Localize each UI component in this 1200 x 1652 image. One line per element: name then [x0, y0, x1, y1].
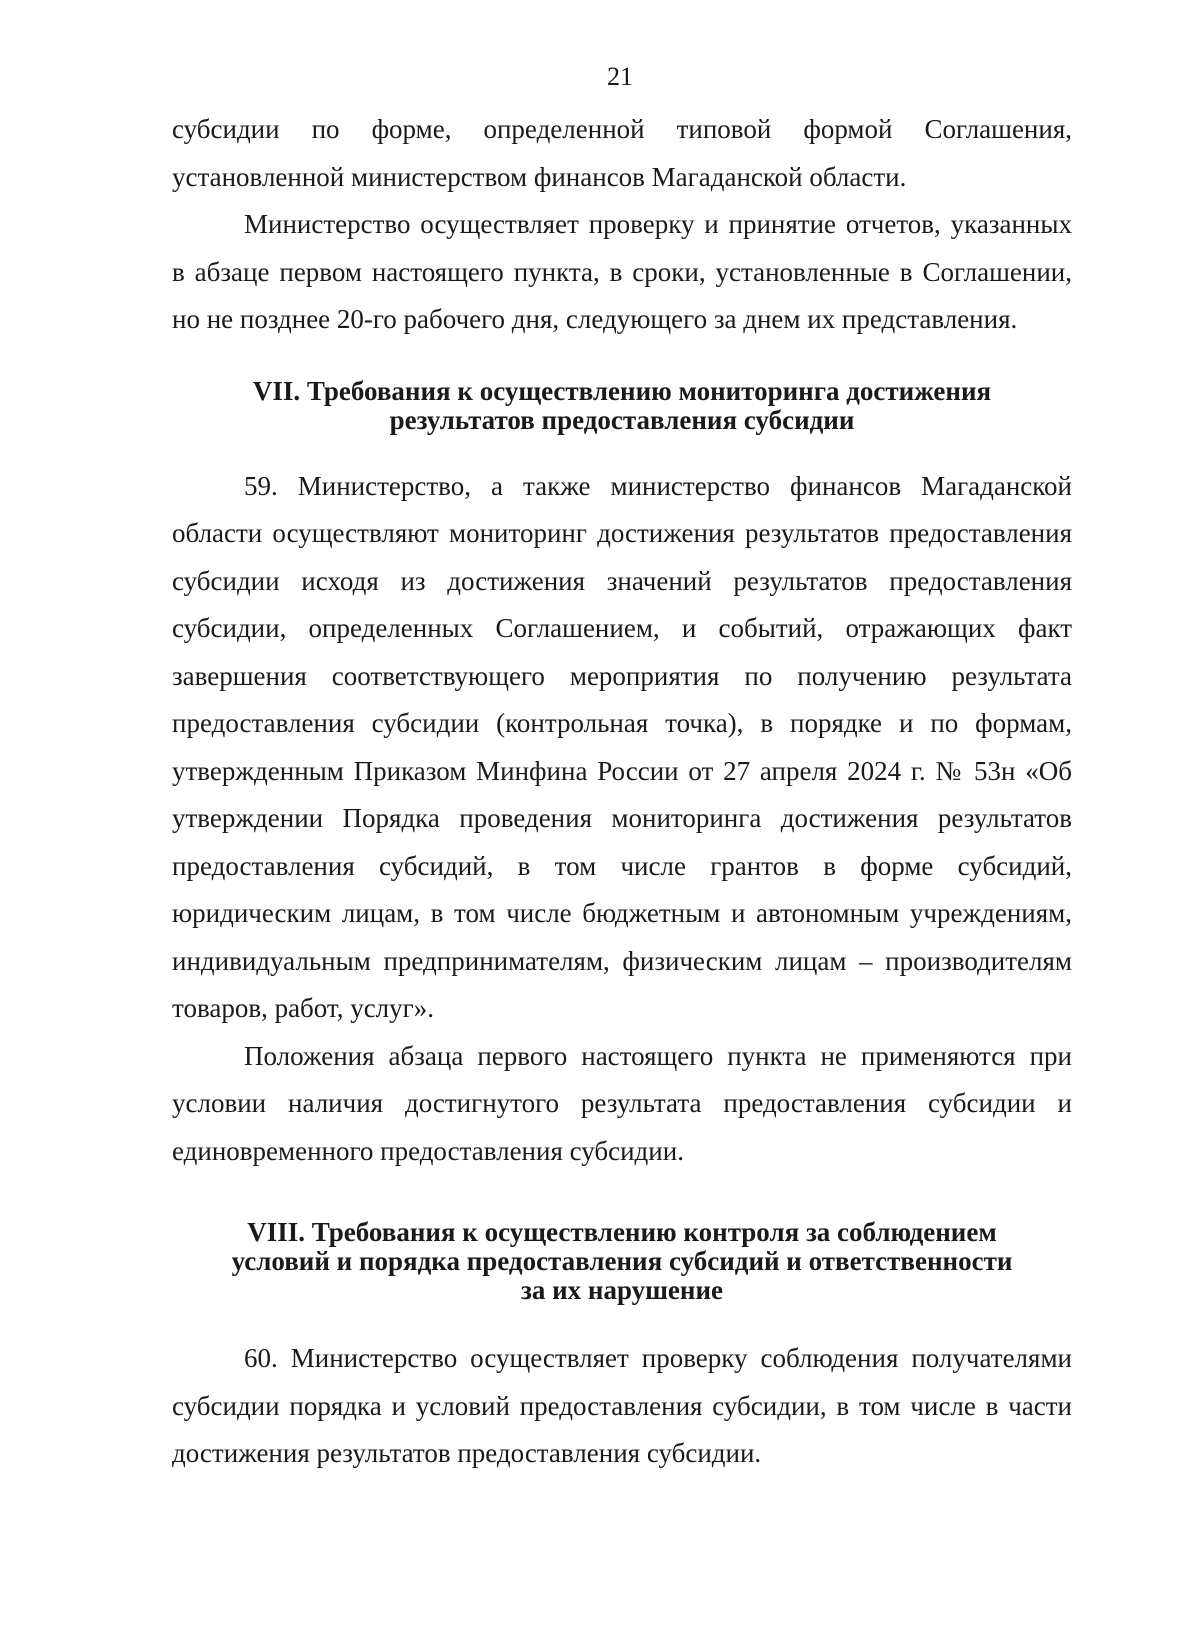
section-8-heading	[172, 1218, 1072, 1305]
section-8-heading-line-2: условий и порядка предоставления субсидий и ответственности	[231, 1246, 1013, 1276]
section-7-heading-line-1: VII. Требования к осуществлению мониторинга достижения	[252, 375, 992, 406]
paragraph-report-check: Министерство осуществляет проверку и принятие отчетов, указанных в абзаце первом настоящего пункта, в сроки, установленные в Соглашении, но не позднее 20-го рабочего дня, следующего за днем их представления.	[172, 209, 1072, 334]
section-7-heading	[172, 377, 1072, 435]
paragraph-continuation: субсидии по форме, определенной типовой формой Соглашения, установленной министерством финансов Магаданской области.	[172, 114, 1072, 192]
page-number: 21	[607, 62, 633, 91]
paragraph-provisions: Положения абзаца первого настоящего пункта не применяются при условии наличия достигнутого результата предоставления субсидии и единовременного предоставления субсидии.	[172, 1040, 1072, 1166]
paragraph-60: 60. Министерство осуществляет проверку соблюдения получателями субсидии порядка и условий предоставления субсидии, в том числе в части достижения результатов предоставления субсидии.	[172, 1343, 1072, 1468]
paragraph-59: 59. Министерство, а также министерство финансов Магаданской области осуществляют мониторинг достижения результатов предоставления субсидии исходя из достижения значений результатов предоставления субсидии, определенных Соглашением, и событий, отражающих факт завершения соответствующего мероприятия по получению результата предоставления субсидии (контрольная точка), в порядке и по формам, утвержденным Приказом Минфина России от 27 апреля 2024 г. № 53н «Об утверждении Порядка проведения мониторинга достижения результатов предоставления субсидий, в том числе грантов в форме субсидий, юридическим лицам, в том числе бюджетным и автономным учреждениям, индивидуальным предпринимателям, физическим лицам – производителям товаров, работ, услуг».	[172, 470, 1072, 1023]
page-content	[172, 106, 1072, 1478]
section-7-heading-line-2: результатов предоставления субсидии	[389, 404, 855, 435]
section-8-heading-line-3: за их нарушение	[521, 1275, 723, 1305]
section-8-heading-line-1: VIII. Требования к осуществлению контроля за соблюдением	[247, 1217, 997, 1247]
